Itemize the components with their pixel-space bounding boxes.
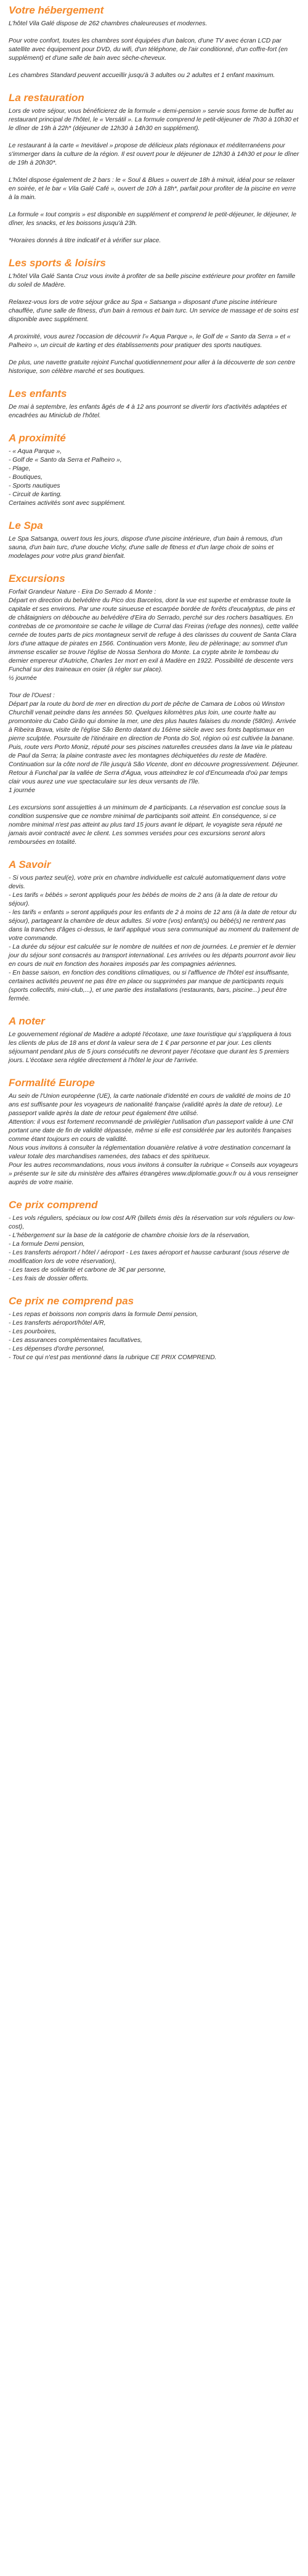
section-excursions bbox=[9, 572, 299, 847]
section-children bbox=[9, 387, 299, 420]
paragraph: A proximité, vous aurez l'occasion de découvrir l'« Aqua Parque », le Golf de « Santo da Serra » et « Palheiro », un circuit de karting et des établissements pour pratiquer des sports nautiques. bbox=[9, 333, 291, 349]
section-title: Les sports & loisirs bbox=[9, 257, 106, 269]
excursion-conditions: Les excursions sont assujetties à un minimum de 4 participants. La réservation est conclue sous la condition suspensive que ce nombre minimal de participants soit atteint. En conséquence, si ce nombre minimal n'est pas atteint au plus tard 15 jours avant le départ, le voyagiste sera réputé ne jamais avoir contracté avec le client. Les sommes versées pour ces excursions seront alors remboursées en totalité. bbox=[9, 804, 286, 846]
section-good-to-know bbox=[9, 858, 299, 1004]
section-title: A Savoir bbox=[9, 859, 51, 870]
paragraph: Relaxez-vous lors de votre séjour grâce au Spa « Satsanga » disposant d'une piscine intérieure chauffée, d'une salle de fitness, d'un bain à remous et bain turc. Un service de massage et de soins est disponible avec supplément. bbox=[9, 299, 299, 323]
list-item: - Tout ce qui n'est pas mentionné dans la rubrique CE PRIX COMPREND. bbox=[9, 1354, 217, 1361]
section-title: Votre hébergement bbox=[9, 4, 104, 16]
list-item: - Boutiques, bbox=[9, 474, 43, 481]
paragraph: Le Spa Satsanga, ouvert tous les jours, dispose d'une piscine intérieure, d'un bain à remous, d'un sauna, d'un bain turc, d'une douche Vichy, d'une salle de fitness et d'un large choix de soins et modelages pour votre plus grand bienfait. bbox=[9, 536, 283, 560]
list-item: - Plage, bbox=[9, 465, 31, 472]
excursion-description: Départ en direction du belvédère du Pico dos Barcelos, dont la vue est superbe et embrasse toute la capitale et ses environs. Par une route sinueuse et escarpée bordée de forêts d'eucalyptus, de pins et de châtaigniers on débouche au belvédère d'Eira do Serrado, perché sur des rochers basaltiques. En contrebas de ce promontoire se cache le village de Curral das Freiras (refuge des nonnes), cette vallée cernée de toutes parts de pics montagneux servit de refuge à des clarisses du couvent de Santa Clara lors d'une attaque de pirates en 1566. Continuation vers Monte, lieu de pèlerinage; au sommet d'un immense escalier se trouve l'église de Nossa Senhora do Monte. La crypte abrite le tombeau du dernier empereur d'Autriche, Charles 1er mort en exil à Madère en 1922. Possibilité de descente vers Funchal sur des traineaux en osier (à régler sur place). bbox=[9, 597, 299, 673]
section-title: Formalité Europe bbox=[9, 1077, 95, 1089]
paragraph: La formule « tout compris » est disponible en supplément et comprend le petit-déjeuner, le déjeuner, le dîner, les snacks, et les boissons jusqu'à 23h. bbox=[9, 211, 297, 227]
section-title: Ce prix ne comprend pas bbox=[9, 1295, 134, 1307]
excursion-duration: ½ journée bbox=[9, 675, 37, 682]
paragraph: Le restaurant à la carte « Inevitável » propose de délicieux plats régionaux et méditerranéens pour s'immerger dans la culture de la région. Il est ouvert pour le déjeuner de 12h30 à 14h30 et pour le dîner de 19h à 20h30*. bbox=[9, 142, 299, 166]
section-sports-leisure bbox=[9, 256, 299, 376]
list-item: - Sports nautiques bbox=[9, 483, 60, 489]
paragraph: Le gouvernement régional de Madère a adopté l'écotaxe, une taxe touristique qui s'appliquera à tous les clients de plus de 18 ans et dont la valeur sera de 1 € par personne et par jour. Les clients séjournant pendant plus de 5 jours consécutifs ne devront payer l'écotaxe que durant les 5 premiers jours. L'écotaxe sera réglée directement à l'hôtel le jour de l'arrivée. bbox=[9, 1031, 292, 1064]
list-item: - Les pourboires, bbox=[9, 1328, 57, 1335]
section-title: Les enfants bbox=[9, 388, 67, 399]
section-title: Le Spa bbox=[9, 520, 43, 531]
section-title: A noter bbox=[9, 1015, 45, 1027]
section-accommodation bbox=[9, 4, 299, 80]
list-item: - Golf de « Santo da Serra et Palheiro », bbox=[9, 457, 122, 464]
excursion-title: Forfait Grandeur Nature - Eira Do Serrado & Monte : bbox=[9, 589, 156, 595]
section-price-excludes bbox=[9, 1294, 299, 1362]
section-formalities bbox=[9, 1076, 299, 1187]
list-item: - Les repas et boissons non compris dans la formule Demi pension, bbox=[9, 1311, 198, 1318]
paragraph: Pour votre confort, toutes les chambres sont équipées d'un balcon, d'une TV avec écran LCD par satellite avec équipement pour DVD, du wifi, d'un téléphone, de l'air conditionné, d'un coffre-fort (en supplément) et d'une salle de bain avec sèche-cheveux. bbox=[9, 38, 288, 62]
excursion-description: Départ par la route du bord de mer en direction du port de pêche de Camara de Lobos où Winston Churchill venait peindre dans les années 50. Quelques kilomètres plus loin, une courte halte au promontoire du Cabo Girão qui domine la mer, une des plus hautes falaises du monde (580m). Arrivée à Ribeira Brava, visite de l'église São Bento datant du 16ème siècle avec ses fonts baptismaux en pierre sculptée. Poursuite de l'itinéraire en direction de Ponta do Sol, région où est cultivée la banane. Puis, route vers Porto Moniz, réputé pour ses piscines naturelles creusées dans la lave via le plateau de Paul da Serra; la plaine contraste avec les montagnes déchiquetées du reste de Madère. Continuation sur la côte nord de l'île jusqu'à São Vicente, dont en découvre progressivement. Déjeuner. Retour à Funchal par la vallée de Serra d'Água, vous atteindrez le col d'Encumeada d'où par temps clair vous aurez une vue spectaculaire sur les deux versants de l'île. 1 journée bbox=[9, 701, 299, 794]
list-item: - Les assurances complémentaires facultatives, bbox=[9, 1337, 142, 1344]
paragraph: L'hôtel Vila Galé Santa Cruz vous invite à profiter de sa belle piscine extérieure pour profiter en famille du soleil de Madère. bbox=[9, 273, 296, 288]
paragraph: - Si vous partez seul(e), votre prix en chambre individuelle est calculé automatiquement dans votre devis. - Les tarifs « bébés » seront appliqués pour les bébés de moins de 2 ans (à la date de retour du séjour). - les tarifs « enfants » seront appliqués pour les enfants de 2 à moins de 12 ans (à la date de retour du séjour), partageant la chambre de deux adultes. Si votre (vos) enfant(s) ou bébé(s) ne rentrent pas dans la tranches d'âges ci-dessus, le tarif appliqué vous sera communiqué au moment du traitement de votre commande. - La durée du séjour est calculée sur le nombre de nuitées et non de journées. Le premier et le dernier jour du séjour sont consacrés au transport international. Les arrivées ou les départs pourront avoir lieu en cours de nuit en fonction des horaires imposés par les compagnies aériennes. - En basse saison, en fonction des conditions climatiques, ou si l'affluence de l'hôtel est insuffisante, certaines activités peuvent ne pas être en place ou supprimées par manque de participants requis (sports collectifs, mini-club,...), et une partie des installations (restaurants, bars, piscine...) peut être fermée. bbox=[9, 875, 299, 1002]
section-spa bbox=[9, 519, 299, 561]
list-item: - « Aqua Parque », bbox=[9, 448, 62, 455]
paragraph: Au sein de l'Union européenne (UE), la carte nationale d'identité en cours de validité de moins de 10 ans est suffisante pour les voyageurs de nationalité française (validité après la date de retour). Le passeport valide après la date de retour peut également être utilisé. Attention: il vous est fortement recommandé de privilégier l'utilisation d'un passeport valide à une CNI portant une date de fin de validité dépassée, même si elle est considérée par les autorités françaises comme étant toujours en cours de validité. Nous vous invitons à consulter la réglementation douanière relative à votre destination concernant la valeur totale des marchandises ramenées, des tabacs et des spiritueux. Pour les autres recommandations, nous vous invitons à consulter la rubrique « Conseils aux voyageurs » présente sur le site du ministère des affaires étrangères www.diplomatie.gouv.fr ou à vous renseigner auprès de votre mairie. bbox=[9, 1093, 298, 1186]
paragraph: De mai à septembre, les enfants âgés de 4 à 12 ans pourront se divertir lors d'activités adaptées et encadrées au Miniclub de l'hôtel. bbox=[9, 404, 287, 419]
excursion-title: Tour de l'Ouest : bbox=[9, 692, 55, 699]
list-item: - Les transferts aéroport/hôtel A/R, bbox=[9, 1320, 106, 1327]
section-note bbox=[9, 1015, 299, 1065]
section-title: Ce prix comprend bbox=[9, 1199, 98, 1211]
section-title: A proximité bbox=[9, 432, 66, 444]
paragraph: *Horaires donnés à titre indicatif et à vérifier sur place. bbox=[9, 237, 161, 244]
paragraph: L'hôtel dispose également de 2 bars : le « Soul & Blues » ouvert de 18h à minuit, idéal pour se relaxer en soirée, et le bar « Vila Galé Café », ouvert de 10h à 18h*, parfait pour profiter de la piscine en verre à la main. bbox=[9, 177, 296, 201]
list-item: - Circuit de karting. bbox=[9, 491, 62, 498]
section-title: La restauration bbox=[9, 92, 84, 104]
paragraph: Les chambres Standard peuvent accueillir jusqu'à 3 adultes ou 2 adultes et 1 enfant maximum. bbox=[9, 72, 275, 79]
paragraph: Lors de votre séjour, vous bénéficierez de la formule « demi-pension » servie sous forme de buffet au restaurant principal de l'hôtel, le « Versátil ». La formule comprend le petit-déjeuner de 7h30 à 10h30 et le dîner de 19h à 22h* (déjeuner de 12h30 à 14h30 en supplément). bbox=[9, 108, 299, 132]
paragraph: L'hôtel Vila Galé dispose de 262 chambres chaleureuses et modernes. bbox=[9, 20, 208, 27]
paragraph: - Les vols réguliers, spéciaux ou low cost A/R (billets émis dès la réservation sur vols réguliers ou low-cost), - L'hébergement sur la base de la catégorie de chambre choisie lors de la réservation, - La formule Demi pension, - Les transferts aéroport / hôtel / aéroport - Les taxes aéroport et hausse carburant (sous réserve de modification lors de votre réservation), - Les taxes de solidarité et carbone de 3€ par personne, - Les frais de dossier offerts. bbox=[9, 1215, 295, 1282]
section-price-includes bbox=[9, 1198, 299, 1283]
section-title: Excursions bbox=[9, 573, 65, 584]
section-nearby bbox=[9, 431, 299, 508]
list-note: Certaines activités sont avec supplément. bbox=[9, 500, 126, 507]
list-item: - Les dépenses d'ordre personnel, bbox=[9, 1346, 105, 1352]
section-dining bbox=[9, 91, 299, 245]
paragraph: De plus, une navette gratuite rejoint Funchal quotidiennement pour aller à la découverte de son centre historique, son célèbre marché et ses boutiques. bbox=[9, 359, 296, 375]
